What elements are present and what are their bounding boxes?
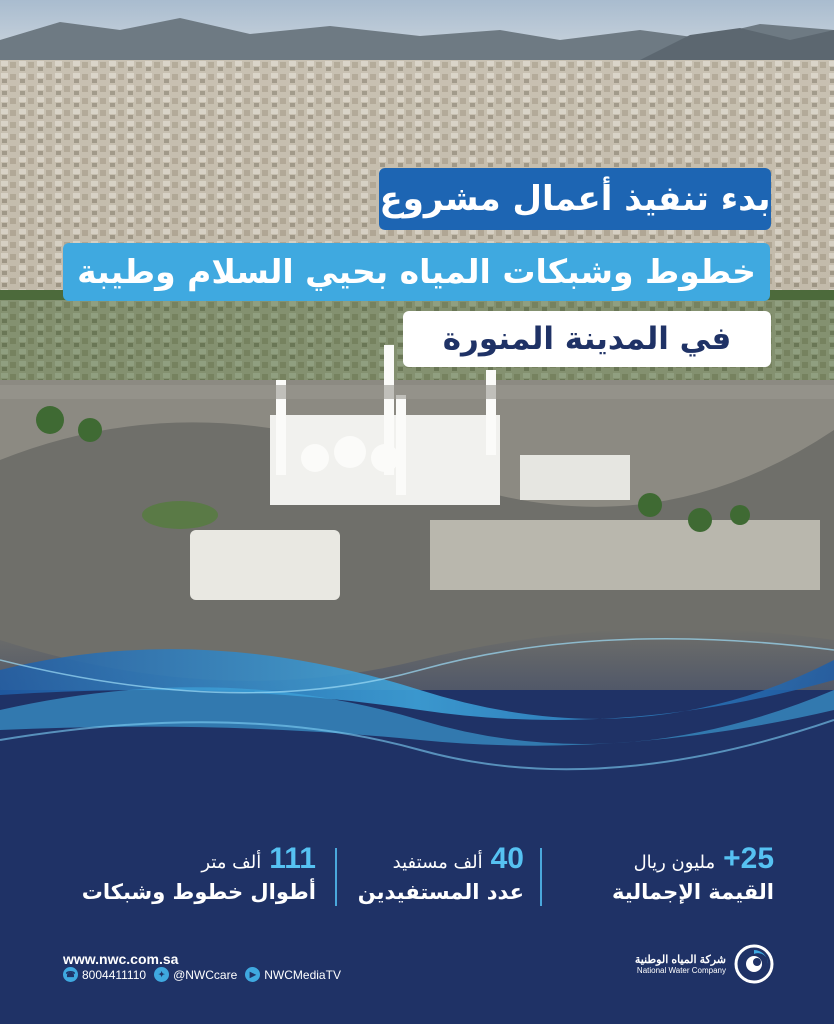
company-logo <box>635 944 774 984</box>
stat-value: +25 <box>723 842 774 875</box>
twitter-handle: @NWCcare <box>173 967 238 982</box>
stat-label: عدد المستفيدين <box>357 880 524 904</box>
stat-unit: مليون ريال <box>633 852 716 873</box>
stat-divider <box>540 848 542 906</box>
headline-line-3: في المدينة المنورة <box>403 311 771 367</box>
stat-label: أطوال خطوط وشبكات <box>81 880 316 904</box>
company-name-ar: شركة المياه الوطنية <box>634 954 726 966</box>
social-links <box>63 967 341 982</box>
stat-total-value <box>612 842 774 904</box>
stat-value: 40 <box>490 842 524 875</box>
youtube-icon: ▶ <box>245 967 260 982</box>
phone-number: 8004411110 <box>82 967 147 982</box>
stat-unit: ألف مستفيد <box>392 852 483 873</box>
company-name-en: National Water Company <box>636 966 726 975</box>
headline-line-2: خطوط وشبكات المياه بحيي السلام وطيبة <box>63 243 770 301</box>
twitter-contact[interactable] <box>154 967 237 982</box>
water-wave-graphic <box>0 600 834 790</box>
youtube-contact[interactable] <box>245 967 341 982</box>
website-link[interactable]: www.nwc.com.sa <box>63 951 179 967</box>
stat-unit: ألف متر <box>201 852 262 873</box>
stat-divider <box>335 848 337 906</box>
stat-label: القيمة الإجمالية <box>611 880 774 904</box>
stat-beneficiaries <box>358 842 524 904</box>
nwc-logo-icon <box>734 944 774 984</box>
stat-value: 111 <box>269 842 316 875</box>
phone-icon: ☎ <box>63 967 78 982</box>
stat-network-length <box>82 842 316 904</box>
phone-contact[interactable] <box>63 967 146 982</box>
twitter-icon: ✦ <box>154 967 169 982</box>
headline-line-1: بدء تنفيذ أعمال مشروع <box>379 168 771 230</box>
youtube-channel: NWCMediaTV <box>264 967 341 982</box>
